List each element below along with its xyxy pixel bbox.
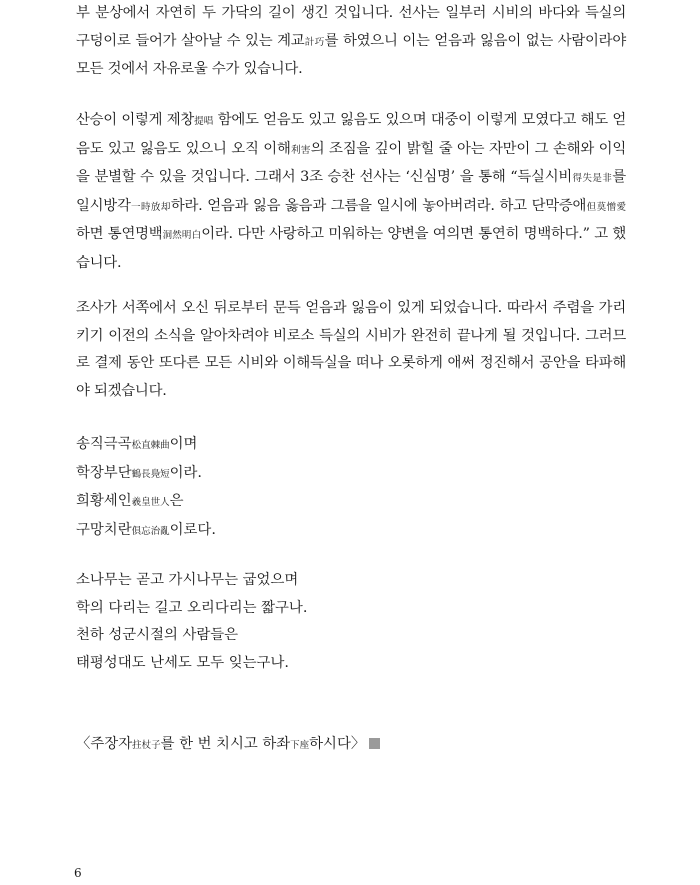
- verse-korean: [76, 567, 307, 677]
- paragraph-2: [76, 107, 626, 277]
- verse-hanja: [76, 431, 216, 545]
- verse-line: [76, 431, 216, 460]
- text-run: 하면 통연명백: [76, 226, 163, 242]
- text-run: 송직극곡: [76, 436, 132, 452]
- verse-line: [76, 460, 216, 489]
- verse-line: [76, 488, 216, 517]
- text-run: 를 하였으니 이는 얻음과 잃음이 없는 사람이라야 모든 것에서 자유로울 수가 있습니다.: [76, 32, 626, 77]
- text-run: 구망치란: [76, 521, 132, 538]
- text-run: 학장부단: [76, 464, 132, 481]
- text-run: 를 한 번 치시고 하좌: [160, 736, 291, 752]
- text-run: 함에도 얻음도 있고 잃음도 있으며 대중이 이렇게 모였다고 해도 얻음도 있고 잃음도 있으니 오직 이해: [76, 112, 626, 157]
- paragraph-3: [76, 295, 626, 405]
- text-run: 를 일시방각: [76, 169, 626, 214]
- closing-note: [76, 731, 380, 760]
- hanja-gloss: 鶴長鳧短: [131, 468, 170, 480]
- closing-text: [76, 736, 365, 752]
- verse-line: 천하 성군시절의 사람들은: [76, 627, 239, 643]
- text-run: 이라.: [169, 464, 203, 481]
- page-number: 6: [74, 866, 82, 880]
- text-run: 부 분상에서 자연히 두 가닥의 길이 생긴 것입니다. 선사는 일부러 시비의 바다와 득실의 구덩이로 들어가 살아날 수 있는 계교: [76, 5, 626, 49]
- hanja-gloss: 但莫憎愛: [586, 201, 626, 213]
- text-run: 하라. 얻음과 잃음 옳음과 그름을 일시에 놓아버려라. 하고 단막증애: [170, 197, 587, 214]
- verse-line: 태평성대도 난세도 모두 잊는구나.: [76, 654, 289, 671]
- verse-line: [76, 517, 216, 546]
- text-run: 산승이 이렇게 제창: [76, 112, 195, 128]
- paragraph-1: [76, 0, 626, 84]
- text-run: 조사가 서쪽에서 오신 뒤로부터 문득 얻음과 잃음이 있게 되었습니다. 따라서 주렴을 가리키기 이전의 소식을 알아차려야 비로소 득실의 시비가 완전히 끝나게 될 것입니다. 그러므로 결제 동안 또다른 모든 시비와 이해득실을 떠나 오롯하게 애써 정진해서 공안을 타파해야 되겠습니다.: [76, 300, 626, 399]
- text-run: 은: [169, 493, 184, 509]
- hanja-gloss: 拄杖子: [132, 740, 161, 751]
- hanja-gloss: 下座: [290, 740, 310, 751]
- verse-line: 소나무는 곧고 가시나무는 굽었으며: [76, 572, 299, 588]
- hanja-gloss: 松直棘曲: [131, 440, 170, 451]
- text-run: 하시다〉: [309, 736, 366, 752]
- hanja-gloss: 俱忘治亂: [131, 525, 170, 537]
- verse-line: 학의 다리는 길고 오리다리는 짧구나.: [76, 599, 308, 616]
- text-run: 의 조짐을 깊이 밝힐 줄 아는 자만이 그 손해와 이익을 분별할 수 있을 것입니다. 그래서 3조 승찬 선사는 ‘신심명’ 을 통해 “득실시비: [76, 140, 626, 185]
- end-mark-icon: [369, 738, 380, 749]
- hanja-gloss: 得失是非: [572, 173, 613, 184]
- text-run: 이로다.: [169, 521, 216, 538]
- text-run: 희황세인: [76, 493, 132, 509]
- text-run: 〈주장자: [76, 736, 133, 752]
- hanja-gloss: 利害: [290, 144, 311, 156]
- text-run: 이라. 다만 사랑하고 미워하는 양변을 여의면 통연히 명백하다.” 고 했습니다.: [76, 226, 627, 271]
- text-run: 이며: [169, 436, 198, 452]
- hanja-gloss: 一時放却: [130, 201, 171, 213]
- hanja-gloss: 洞然明白: [162, 230, 202, 241]
- hanja-gloss: 提唱: [194, 116, 214, 127]
- hanja-gloss: 羲皇世人: [131, 497, 170, 508]
- hanja-gloss: 計巧: [304, 36, 325, 48]
